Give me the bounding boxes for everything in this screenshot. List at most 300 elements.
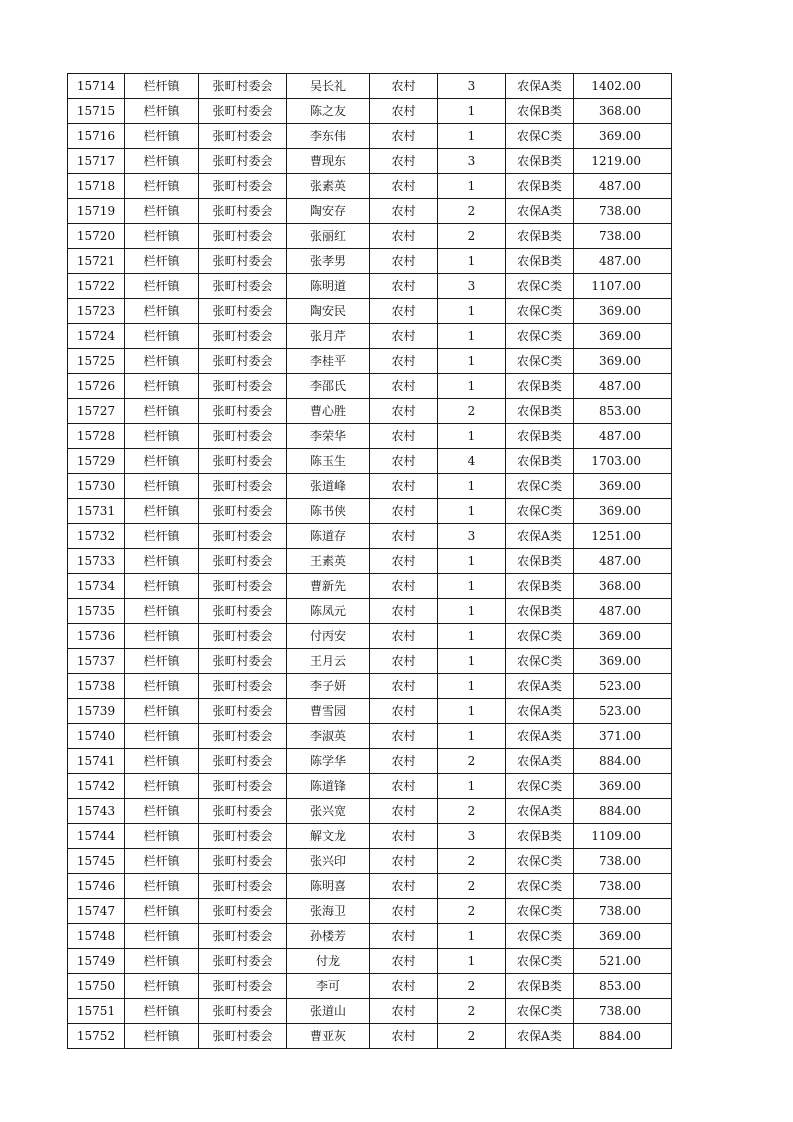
cell-member-count: 1 — [438, 674, 506, 699]
cell-member-count: 1 — [438, 124, 506, 149]
cell-village-committee: 张町村委会 — [199, 824, 287, 849]
cell-household-type: 农村 — [370, 1024, 438, 1049]
cell-household-type: 农村 — [370, 974, 438, 999]
table-row — [68, 174, 672, 199]
cell-person-name: 吴长礼 — [287, 74, 370, 99]
cell-village-committee: 张町村委会 — [199, 749, 287, 774]
table-row — [68, 99, 672, 124]
cell-person-name: 陈道存 — [287, 524, 370, 549]
cell-insurance-category: 农保C类 — [506, 774, 574, 799]
cell-village-committee: 张町村委会 — [199, 774, 287, 799]
cell-member-count: 1 — [438, 99, 506, 124]
cell-amount: 1109.00 — [574, 824, 672, 849]
cell-village-committee: 张町村委会 — [199, 124, 287, 149]
table-row — [68, 299, 672, 324]
cell-household-type: 农村 — [370, 899, 438, 924]
cell-household-type: 农村 — [370, 199, 438, 224]
cell-record-id: 15719 — [68, 199, 125, 224]
table-row — [68, 524, 672, 549]
table-row — [68, 899, 672, 924]
cell-household-type: 农村 — [370, 99, 438, 124]
cell-member-count: 2 — [438, 799, 506, 824]
cell-person-name: 陈道锋 — [287, 774, 370, 799]
cell-household-type: 农村 — [370, 724, 438, 749]
cell-village-committee: 张町村委会 — [199, 474, 287, 499]
cell-person-name: 李淑英 — [287, 724, 370, 749]
cell-person-name: 付龙 — [287, 949, 370, 974]
cell-household-type: 农村 — [370, 249, 438, 274]
cell-household-type: 农村 — [370, 74, 438, 99]
cell-member-count: 2 — [438, 399, 506, 424]
cell-person-name: 张孝男 — [287, 249, 370, 274]
cell-record-id: 15747 — [68, 899, 125, 924]
cell-town: 栏杆镇 — [125, 299, 199, 324]
table-row — [68, 799, 672, 824]
cell-town: 栏杆镇 — [125, 774, 199, 799]
cell-village-committee: 张町村委会 — [199, 399, 287, 424]
cell-person-name: 李邵氏 — [287, 374, 370, 399]
table-row — [68, 399, 672, 424]
cell-household-type: 农村 — [370, 674, 438, 699]
cell-member-count: 1 — [438, 599, 506, 624]
cell-amount: 369.00 — [574, 774, 672, 799]
cell-member-count: 1 — [438, 699, 506, 724]
table-row — [68, 949, 672, 974]
cell-insurance-category: 农保C类 — [506, 924, 574, 949]
cell-insurance-category: 农保B类 — [506, 974, 574, 999]
cell-member-count: 3 — [438, 274, 506, 299]
cell-town: 栏杆镇 — [125, 799, 199, 824]
table-row — [68, 824, 672, 849]
cell-record-id: 15731 — [68, 499, 125, 524]
cell-amount: 487.00 — [574, 374, 672, 399]
cell-town: 栏杆镇 — [125, 524, 199, 549]
cell-insurance-category: 农保A类 — [506, 74, 574, 99]
cell-member-count: 3 — [438, 824, 506, 849]
cell-member-count: 3 — [438, 149, 506, 174]
cell-person-name: 曹现东 — [287, 149, 370, 174]
cell-insurance-category: 农保A类 — [506, 724, 574, 749]
cell-village-committee: 张町村委会 — [199, 74, 287, 99]
cell-village-committee: 张町村委会 — [199, 949, 287, 974]
cell-insurance-category: 农保A类 — [506, 699, 574, 724]
cell-town: 栏杆镇 — [125, 449, 199, 474]
cell-person-name: 曹雪园 — [287, 699, 370, 724]
table-row — [68, 449, 672, 474]
cell-town: 栏杆镇 — [125, 249, 199, 274]
cell-amount: 369.00 — [574, 474, 672, 499]
cell-record-id: 15723 — [68, 299, 125, 324]
table-row — [68, 974, 672, 999]
cell-member-count: 3 — [438, 524, 506, 549]
cell-insurance-category: 农保B类 — [506, 424, 574, 449]
cell-amount: 368.00 — [574, 574, 672, 599]
cell-insurance-category: 农保C类 — [506, 324, 574, 349]
cell-member-count: 2 — [438, 974, 506, 999]
cell-household-type: 农村 — [370, 849, 438, 874]
cell-town: 栏杆镇 — [125, 649, 199, 674]
cell-insurance-category: 农保A类 — [506, 674, 574, 699]
cell-insurance-category: 农保C类 — [506, 274, 574, 299]
table-row — [68, 474, 672, 499]
cell-person-name: 张道山 — [287, 999, 370, 1024]
cell-insurance-category: 农保C类 — [506, 499, 574, 524]
cell-record-id: 15729 — [68, 449, 125, 474]
cell-insurance-category: 农保B类 — [506, 574, 574, 599]
cell-person-name: 陶安民 — [287, 299, 370, 324]
cell-insurance-category: 农保C类 — [506, 999, 574, 1024]
cell-household-type: 农村 — [370, 549, 438, 574]
table-row — [68, 1024, 672, 1049]
cell-household-type: 农村 — [370, 524, 438, 549]
cell-household-type: 农村 — [370, 574, 438, 599]
cell-member-count: 4 — [438, 449, 506, 474]
cell-amount: 369.00 — [574, 349, 672, 374]
cell-record-id: 15741 — [68, 749, 125, 774]
cell-member-count: 1 — [438, 624, 506, 649]
cell-town: 栏杆镇 — [125, 849, 199, 874]
cell-amount: 369.00 — [574, 649, 672, 674]
cell-village-committee: 张町村委会 — [199, 699, 287, 724]
cell-town: 栏杆镇 — [125, 199, 199, 224]
cell-amount: 738.00 — [574, 224, 672, 249]
cell-town: 栏杆镇 — [125, 549, 199, 574]
cell-household-type: 农村 — [370, 149, 438, 174]
cell-household-type: 农村 — [370, 174, 438, 199]
cell-insurance-category: 农保C类 — [506, 899, 574, 924]
cell-record-id: 15724 — [68, 324, 125, 349]
cell-town: 栏杆镇 — [125, 74, 199, 99]
cell-insurance-category: 农保A类 — [506, 799, 574, 824]
cell-person-name: 陈凤元 — [287, 599, 370, 624]
cell-amount: 738.00 — [574, 874, 672, 899]
cell-insurance-category: 农保C类 — [506, 349, 574, 374]
cell-amount: 369.00 — [574, 324, 672, 349]
cell-record-id: 15740 — [68, 724, 125, 749]
cell-amount: 1219.00 — [574, 149, 672, 174]
cell-person-name: 李荣华 — [287, 424, 370, 449]
cell-record-id: 15733 — [68, 549, 125, 574]
cell-member-count: 2 — [438, 199, 506, 224]
cell-town: 栏杆镇 — [125, 624, 199, 649]
cell-insurance-category: 农保C类 — [506, 124, 574, 149]
cell-amount: 1402.00 — [574, 74, 672, 99]
cell-record-id: 15739 — [68, 699, 125, 724]
cell-amount: 738.00 — [574, 899, 672, 924]
cell-record-id: 15737 — [68, 649, 125, 674]
cell-person-name: 付丙安 — [287, 624, 370, 649]
cell-person-name: 张素英 — [287, 174, 370, 199]
cell-insurance-category: 农保C类 — [506, 299, 574, 324]
cell-town: 栏杆镇 — [125, 274, 199, 299]
cell-record-id: 15716 — [68, 124, 125, 149]
cell-town: 栏杆镇 — [125, 724, 199, 749]
cell-village-committee: 张町村委会 — [199, 324, 287, 349]
cell-record-id: 15727 — [68, 399, 125, 424]
cell-insurance-category: 农保C类 — [506, 849, 574, 874]
cell-record-id: 15715 — [68, 99, 125, 124]
cell-person-name: 陈明喜 — [287, 874, 370, 899]
cell-town: 栏杆镇 — [125, 599, 199, 624]
cell-town: 栏杆镇 — [125, 974, 199, 999]
cell-amount: 1107.00 — [574, 274, 672, 299]
cell-record-id: 15749 — [68, 949, 125, 974]
cell-village-committee: 张町村委会 — [199, 874, 287, 899]
cell-insurance-category: 农保B类 — [506, 224, 574, 249]
cell-town: 栏杆镇 — [125, 674, 199, 699]
table-body — [68, 74, 672, 1049]
cell-village-committee: 张町村委会 — [199, 974, 287, 999]
cell-person-name: 曹新先 — [287, 574, 370, 599]
cell-amount: 487.00 — [574, 174, 672, 199]
cell-village-committee: 张町村委会 — [199, 849, 287, 874]
cell-amount: 738.00 — [574, 199, 672, 224]
cell-member-count: 3 — [438, 74, 506, 99]
cell-village-committee: 张町村委会 — [199, 999, 287, 1024]
cell-town: 栏杆镇 — [125, 474, 199, 499]
cell-town: 栏杆镇 — [125, 749, 199, 774]
cell-amount: 371.00 — [574, 724, 672, 749]
cell-household-type: 农村 — [370, 749, 438, 774]
table-row — [68, 624, 672, 649]
cell-record-id: 15745 — [68, 849, 125, 874]
cell-town: 栏杆镇 — [125, 349, 199, 374]
cell-town: 栏杆镇 — [125, 499, 199, 524]
cell-record-id: 15743 — [68, 799, 125, 824]
cell-household-type: 农村 — [370, 224, 438, 249]
cell-person-name: 李子妍 — [287, 674, 370, 699]
cell-village-committee: 张町村委会 — [199, 674, 287, 699]
cell-household-type: 农村 — [370, 624, 438, 649]
cell-person-name: 李桂平 — [287, 349, 370, 374]
table-row — [68, 549, 672, 574]
cell-member-count: 2 — [438, 224, 506, 249]
cell-member-count: 2 — [438, 999, 506, 1024]
cell-record-id: 15732 — [68, 524, 125, 549]
cell-record-id: 15734 — [68, 574, 125, 599]
cell-member-count: 1 — [438, 424, 506, 449]
table-row — [68, 924, 672, 949]
cell-town: 栏杆镇 — [125, 999, 199, 1024]
cell-person-name: 解文龙 — [287, 824, 370, 849]
cell-village-committee: 张町村委会 — [199, 174, 287, 199]
cell-person-name: 李可 — [287, 974, 370, 999]
cell-amount: 487.00 — [574, 599, 672, 624]
cell-insurance-category: 农保A类 — [506, 1024, 574, 1049]
cell-insurance-category: 农保B类 — [506, 99, 574, 124]
cell-household-type: 农村 — [370, 999, 438, 1024]
table-row — [68, 349, 672, 374]
cell-amount: 884.00 — [574, 749, 672, 774]
cell-household-type: 农村 — [370, 949, 438, 974]
cell-record-id: 15752 — [68, 1024, 125, 1049]
cell-amount: 369.00 — [574, 299, 672, 324]
cell-insurance-category: 农保C类 — [506, 949, 574, 974]
cell-member-count: 1 — [438, 774, 506, 799]
cell-amount: 884.00 — [574, 799, 672, 824]
table-row — [68, 574, 672, 599]
cell-member-count: 1 — [438, 249, 506, 274]
cell-household-type: 农村 — [370, 424, 438, 449]
cell-amount: 853.00 — [574, 399, 672, 424]
cell-town: 栏杆镇 — [125, 874, 199, 899]
cell-town: 栏杆镇 — [125, 374, 199, 399]
cell-record-id: 15714 — [68, 74, 125, 99]
cell-member-count: 1 — [438, 474, 506, 499]
cell-amount: 523.00 — [574, 699, 672, 724]
cell-village-committee: 张町村委会 — [199, 499, 287, 524]
cell-insurance-category: 农保C类 — [506, 474, 574, 499]
table-row — [68, 674, 672, 699]
cell-town: 栏杆镇 — [125, 99, 199, 124]
cell-member-count: 1 — [438, 499, 506, 524]
cell-town: 栏杆镇 — [125, 174, 199, 199]
cell-town: 栏杆镇 — [125, 899, 199, 924]
table-row — [68, 774, 672, 799]
cell-household-type: 农村 — [370, 824, 438, 849]
table-row — [68, 324, 672, 349]
table-row — [68, 599, 672, 624]
cell-amount: 521.00 — [574, 949, 672, 974]
cell-household-type: 农村 — [370, 924, 438, 949]
cell-insurance-category: 农保B类 — [506, 399, 574, 424]
cell-person-name: 孙楼芳 — [287, 924, 370, 949]
cell-town: 栏杆镇 — [125, 124, 199, 149]
cell-insurance-category: 农保A类 — [506, 524, 574, 549]
cell-village-committee: 张町村委会 — [199, 299, 287, 324]
cell-person-name: 陶安存 — [287, 199, 370, 224]
cell-insurance-category: 农保B类 — [506, 149, 574, 174]
cell-household-type: 农村 — [370, 699, 438, 724]
cell-person-name: 张兴宽 — [287, 799, 370, 824]
cell-village-committee: 张町村委会 — [199, 149, 287, 174]
cell-record-id: 15717 — [68, 149, 125, 174]
cell-household-type: 农村 — [370, 474, 438, 499]
table-row — [68, 424, 672, 449]
cell-member-count: 1 — [438, 724, 506, 749]
cell-household-type: 农村 — [370, 124, 438, 149]
table-row — [68, 249, 672, 274]
cell-insurance-category: 农保C类 — [506, 874, 574, 899]
cell-member-count: 1 — [438, 949, 506, 974]
cell-village-committee: 张町村委会 — [199, 624, 287, 649]
table-row — [68, 699, 672, 724]
cell-amount: 884.00 — [574, 1024, 672, 1049]
table-row — [68, 724, 672, 749]
table-row — [68, 199, 672, 224]
table-row — [68, 999, 672, 1024]
cell-village-committee: 张町村委会 — [199, 249, 287, 274]
table-row — [68, 124, 672, 149]
cell-record-id: 15725 — [68, 349, 125, 374]
cell-village-committee: 张町村委会 — [199, 524, 287, 549]
cell-village-committee: 张町村委会 — [199, 574, 287, 599]
cell-member-count: 2 — [438, 1024, 506, 1049]
table-row — [68, 149, 672, 174]
cell-town: 栏杆镇 — [125, 699, 199, 724]
cell-household-type: 农村 — [370, 799, 438, 824]
cell-town: 栏杆镇 — [125, 324, 199, 349]
cell-amount: 523.00 — [574, 674, 672, 699]
cell-village-committee: 张町村委会 — [199, 224, 287, 249]
cell-town: 栏杆镇 — [125, 824, 199, 849]
cell-insurance-category: 农保B类 — [506, 374, 574, 399]
cell-record-id: 15750 — [68, 974, 125, 999]
table-row — [68, 749, 672, 774]
cell-member-count: 1 — [438, 374, 506, 399]
table-row — [68, 849, 672, 874]
cell-person-name: 陈学华 — [287, 749, 370, 774]
cell-household-type: 农村 — [370, 349, 438, 374]
cell-person-name: 张海卫 — [287, 899, 370, 924]
cell-member-count: 2 — [438, 874, 506, 899]
cell-person-name: 王月云 — [287, 649, 370, 674]
cell-village-committee: 张町村委会 — [199, 274, 287, 299]
cell-village-committee: 张町村委会 — [199, 924, 287, 949]
cell-amount: 369.00 — [574, 924, 672, 949]
cell-town: 栏杆镇 — [125, 949, 199, 974]
cell-record-id: 15721 — [68, 249, 125, 274]
cell-person-name: 李东伟 — [287, 124, 370, 149]
cell-person-name: 张兴印 — [287, 849, 370, 874]
cell-village-committee: 张町村委会 — [199, 349, 287, 374]
cell-member-count: 1 — [438, 649, 506, 674]
cell-town: 栏杆镇 — [125, 574, 199, 599]
cell-person-name: 陈明道 — [287, 274, 370, 299]
cell-amount: 369.00 — [574, 124, 672, 149]
cell-insurance-category: 农保A类 — [506, 749, 574, 774]
cell-record-id: 15742 — [68, 774, 125, 799]
cell-member-count: 1 — [438, 324, 506, 349]
table-row — [68, 649, 672, 674]
cell-record-id: 15738 — [68, 674, 125, 699]
cell-insurance-category: 农保C类 — [506, 649, 574, 674]
cell-record-id: 15751 — [68, 999, 125, 1024]
cell-member-count: 2 — [438, 899, 506, 924]
cell-member-count: 1 — [438, 924, 506, 949]
cell-village-committee: 张町村委会 — [199, 99, 287, 124]
cell-town: 栏杆镇 — [125, 1024, 199, 1049]
cell-village-committee: 张町村委会 — [199, 799, 287, 824]
cell-village-committee: 张町村委会 — [199, 1024, 287, 1049]
cell-person-name: 王素英 — [287, 549, 370, 574]
table-row — [68, 499, 672, 524]
cell-member-count: 1 — [438, 574, 506, 599]
cell-record-id: 15735 — [68, 599, 125, 624]
table-row — [68, 224, 672, 249]
cell-amount: 368.00 — [574, 99, 672, 124]
cell-household-type: 农村 — [370, 599, 438, 624]
cell-amount: 1703.00 — [574, 449, 672, 474]
cell-insurance-category: 农保A类 — [506, 199, 574, 224]
cell-household-type: 农村 — [370, 874, 438, 899]
cell-person-name: 张月芹 — [287, 324, 370, 349]
cell-household-type: 农村 — [370, 299, 438, 324]
cell-village-committee: 张町村委会 — [199, 599, 287, 624]
cell-insurance-category: 农保B类 — [506, 249, 574, 274]
cell-village-committee: 张町村委会 — [199, 649, 287, 674]
cell-household-type: 农村 — [370, 499, 438, 524]
cell-person-name: 张丽红 — [287, 224, 370, 249]
table-row — [68, 874, 672, 899]
cell-member-count: 2 — [438, 749, 506, 774]
cell-record-id: 15746 — [68, 874, 125, 899]
cell-village-committee: 张町村委会 — [199, 424, 287, 449]
cell-household-type: 农村 — [370, 324, 438, 349]
cell-member-count: 1 — [438, 299, 506, 324]
cell-amount: 487.00 — [574, 424, 672, 449]
cell-member-count: 1 — [438, 349, 506, 374]
